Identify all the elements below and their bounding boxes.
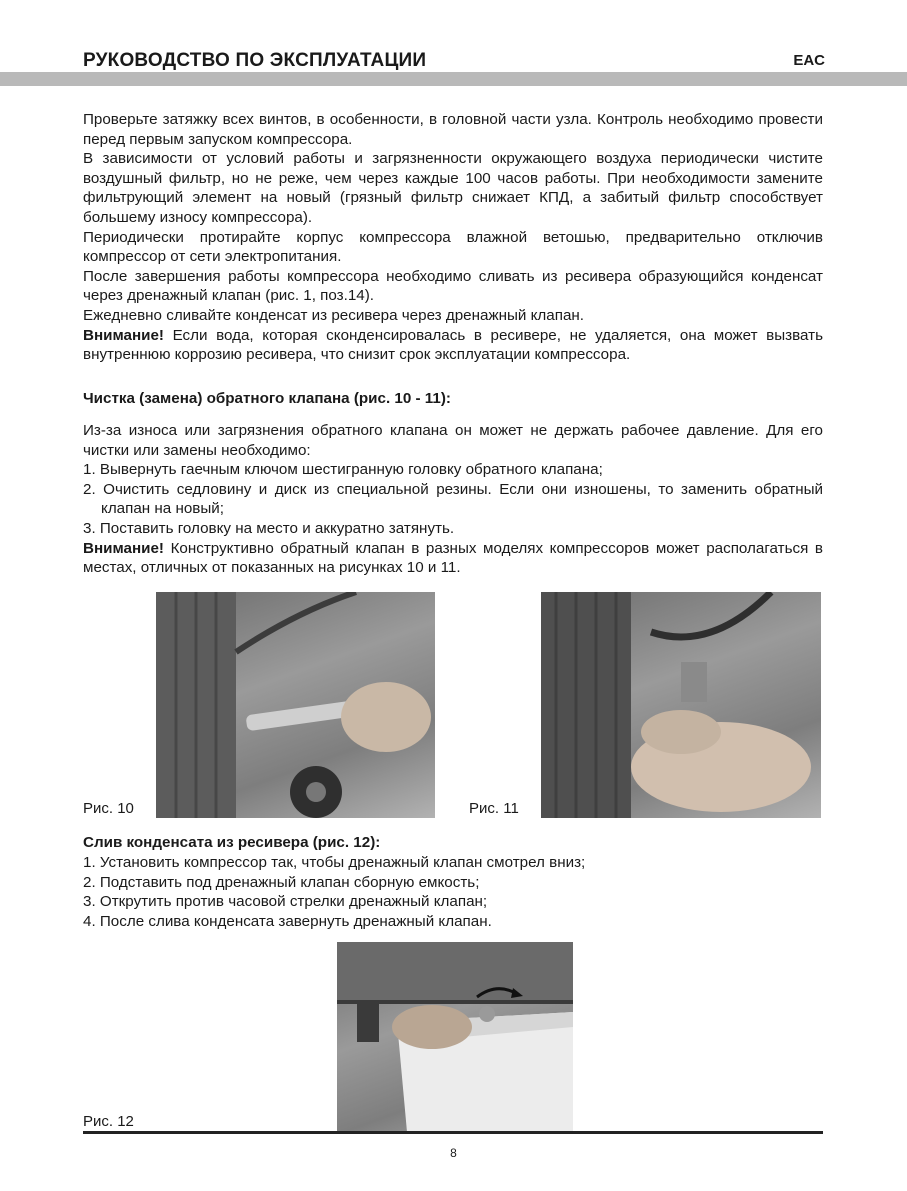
list-item: 2. Подставить под дренажный клапан сборную емкость; <box>83 873 480 891</box>
list-item: 1. Установить компрессор так, чтобы дренажный клапан смотрел вниз; <box>83 854 586 871</box>
eac-mark: EAC <box>793 52 825 69</box>
warning-label: Внимание! <box>83 326 164 344</box>
list-item: 4. После слива конденсата завернуть дренажный клапан. <box>83 912 492 930</box>
page-header-title: РУКОВОДСТВО ПО ЭКСПЛУАТАЦИИ <box>83 50 427 71</box>
paragraph: Ежедневно сливайте конденсат из ресивера через дренажный клапан. <box>83 306 585 324</box>
list-item: 3. Открутить против часовой стрелки дренажный клапан; <box>83 893 488 911</box>
paragraph: Проверьте затяжку всех винтов, в особенности, в головной части узла. Контроль необходимо провести перед первым запуском компрессора. <box>83 111 823 148</box>
warning-text: Конструктивно обратный клапан в разных моделях компрессоров может располагаться в местах, отличных от показанных на рисунках 10 и 11. <box>83 539 823 577</box>
section-heading-condensate: Слив конденсата из ресивера (рис. 12): <box>83 834 381 851</box>
figure-12-caption: Рис. 12 <box>83 1113 134 1130</box>
warning-label: Внимание! <box>83 539 164 557</box>
figure-10-caption: Рис. 10 <box>83 800 134 817</box>
paragraph: После завершения работы компрессора необходимо сливать из ресивера образующийся конденсат через дренажный клапан (рис. 1, поз.14). <box>83 267 823 305</box>
figure-11-photo <box>541 592 821 818</box>
list-item: 3. Поставить головку на место и аккуратно затянуть. <box>83 519 455 537</box>
figure-11-caption: Рис. 11 <box>469 800 519 817</box>
page-number: 8 <box>450 1146 457 1160</box>
list-item: 1. Вывернуть гаечным ключом шестигранную головку обратного клапана; <box>83 461 603 479</box>
list-item: 2. Очистить седловину и диск из специальной резины. Если они изношены, то заменить обратный клапан на новый; <box>83 480 823 518</box>
section-heading-check-valve: Чистка (замена) обратного клапана (рис. 10 - 11): <box>83 390 451 407</box>
check-valve-text-block <box>83 421 823 578</box>
warning-text: Если вода, которая сконденсировалась в ресивере, не удаляется, она может вызвать внутреннюю коррозию ресивера, что снизит срок эксплуатации компрессора. <box>83 326 823 364</box>
warning-paragraph <box>83 539 823 578</box>
warning-paragraph <box>83 326 823 365</box>
paragraph: Периодически протирайте корпус компрессора влажной ветошью, предварительно отключив компрессор от сети электропитания. <box>83 228 823 266</box>
paragraph: В зависимости от условий работы и загрязненности окружающего воздуха периодически чистите воздушный фильтр, но не реже, чем через каждые 100 часов работы. При необходимости замените фильтрующий элемент на новый (грязный фильтр снижает КПД, а забитый фильтр способствует большему износу компрессора). <box>83 150 823 226</box>
footer-rule <box>83 1131 823 1134</box>
paragraph: Из-за износа или загрязнения обратного клапана он может не держать рабочее давление. Для его чистки или замены необходимо: <box>83 422 823 459</box>
maintenance-text-block <box>83 110 823 365</box>
figure-12-photo <box>337 942 573 1132</box>
figure-10-photo <box>156 592 435 818</box>
header-bar <box>0 72 907 86</box>
condensate-text-block <box>83 853 823 931</box>
